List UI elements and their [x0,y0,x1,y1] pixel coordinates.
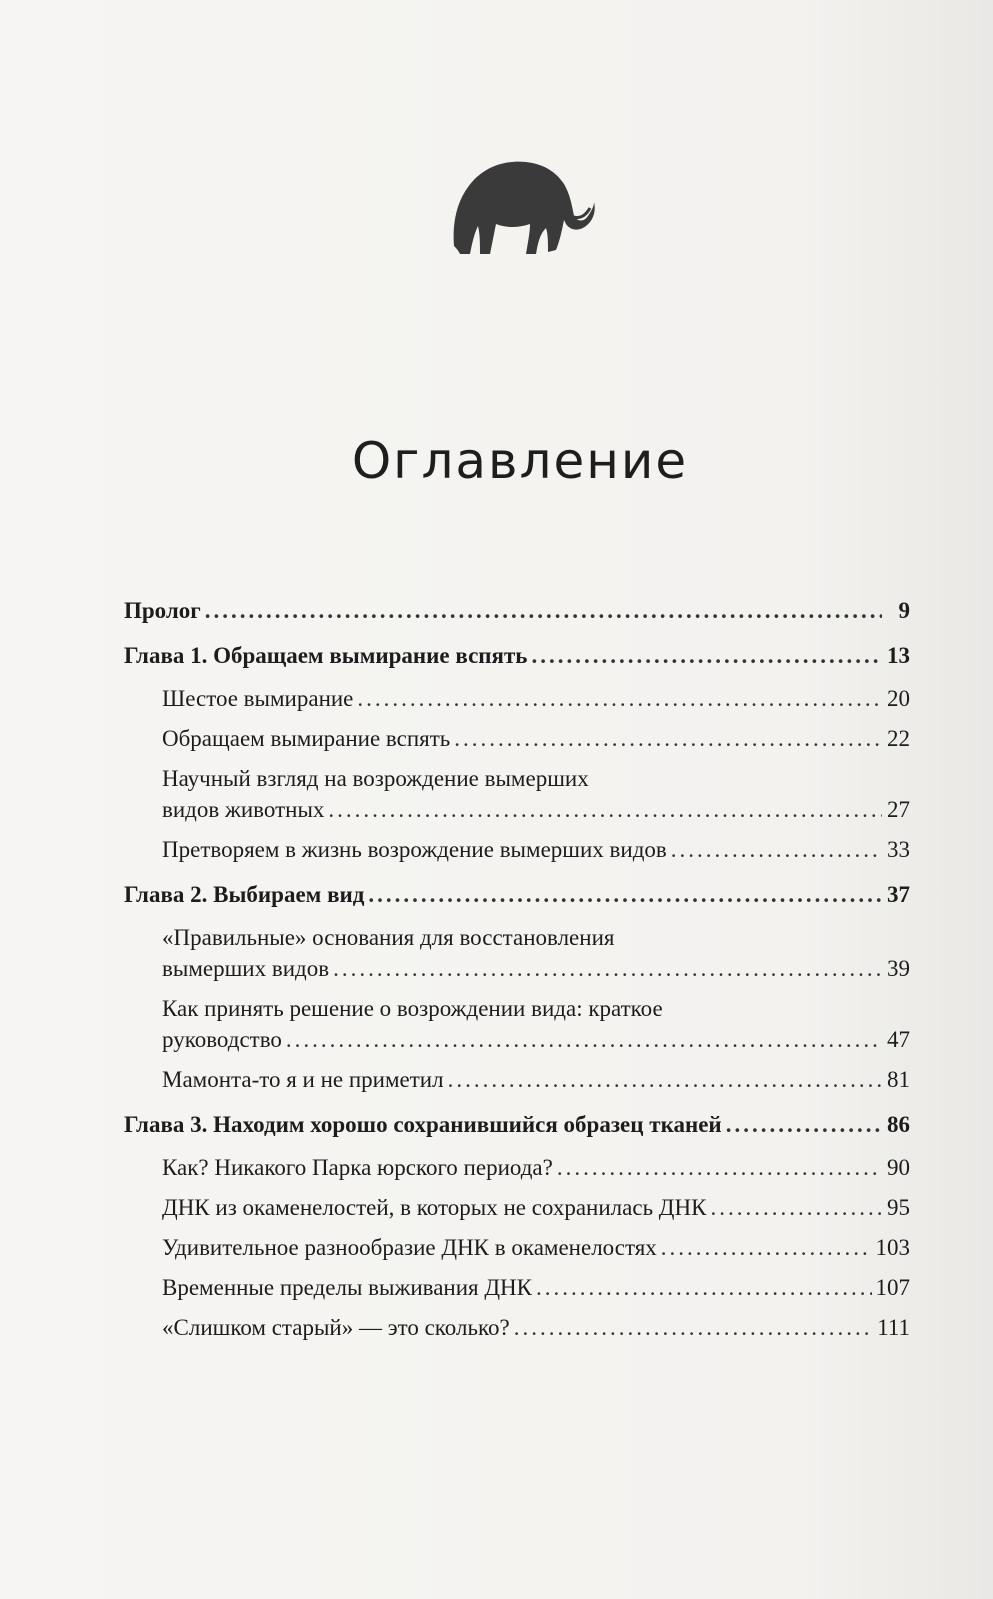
toc-entry-title: Обращаем вымирание вспять [162,726,451,751]
toc-entry-title: Глава 2. Выбираем вид [124,882,365,907]
leader-dots [671,834,882,865]
toc-entry-chapter-1 [124,640,910,671]
toc-entry-section [124,1312,910,1343]
toc-entry-section [124,763,910,825]
toc-entry-title-line: Научный взгляд на возрождение вымерших [162,766,589,791]
toc-page-number: 81 [887,1067,910,1092]
toc-entry-section [124,1192,910,1223]
toc-entry-section [124,723,910,754]
leader-dots [286,1024,882,1055]
toc-entry-section [124,1064,910,1095]
toc-page-number: 20 [887,686,910,711]
toc-page-number: 9 [898,598,910,623]
leader-dots [726,1109,882,1140]
toc-entry-title-line: «Правильные» основания для восстановления [162,925,615,950]
toc-entry-section [124,922,910,984]
toc-page-number: 37 [887,882,910,907]
toc-entry-title: Глава 1. Обращаем вымирание вспять [124,643,528,668]
toc-entry-title: Как? Никакого Парка юрского периода? [162,1155,553,1180]
toc-entry-title-line: Как принять решение о возрождении вида: краткое [162,996,663,1021]
toc-entry-title: Мамонта-то я и не приметил [162,1067,444,1092]
toc-entry-chapter-2 [124,879,910,910]
toc-entry-title: Глава 3. Находим хорошо сохранившийся образец тканей [124,1112,722,1137]
leader-dots [448,1064,882,1095]
toc-page-number: 86 [887,1112,910,1137]
toc-entry-title: видов животных [162,797,325,822]
leader-dots [368,879,882,910]
toc-entry-title: Пролог [124,598,201,623]
leader-dots [333,953,882,984]
toc-entry-title: руководство [162,1027,282,1052]
toc-page-number: 27 [887,797,910,822]
leader-dots [710,1192,882,1223]
leader-dots [205,595,882,626]
toc-entry-title: «Слишком старый» — это сколько? [162,1315,510,1340]
toc-page-number: 90 [887,1155,910,1180]
toc-page-number: 39 [887,956,910,981]
toc-entry-section [124,1152,910,1183]
toc-page-number: 33 [887,837,910,862]
toc-entry-prologue [124,595,910,626]
toc-entry-title: вымерших видов [162,956,330,981]
toc-entry-section [124,1232,910,1263]
toc-entry-section [124,1272,910,1303]
leader-dots [357,683,882,714]
leader-dots [531,640,882,671]
leader-dots [454,723,882,754]
mammoth-icon [448,150,596,266]
toc-entry-title: Временные пределы выживания ДНК [162,1275,533,1300]
toc-entry-chapter-3 [124,1109,910,1140]
toc-entry-title: Претворяем в жизнь возрождение вымерших видов [162,837,667,862]
leader-dots [536,1272,871,1303]
toc-entry-section [124,834,910,865]
leader-dots [514,1312,874,1343]
toc-entry-section [124,683,910,714]
leader-dots [661,1232,872,1263]
toc-entry-section [124,993,910,1055]
toc-page-number: 95 [887,1195,910,1220]
toc-page-number: 107 [875,1275,910,1300]
toc-page-number: 47 [887,1027,910,1052]
page-title: Оглавление [351,432,689,490]
leader-dots [557,1152,882,1183]
toc-page-number: 111 [877,1315,910,1340]
toc-page-number: 13 [887,643,910,668]
table-of-contents [124,595,910,1352]
leader-dots [328,794,882,825]
toc-page-number: 22 [887,726,910,751]
toc-entry-title: Удивительное разнообразие ДНК в окаменелостях [162,1235,657,1260]
toc-entry-title: ДНК из окаменелостей, в которых не сохранилась ДНК [162,1195,707,1220]
toc-page-number: 103 [875,1235,910,1260]
toc-entry-title: Шестое вымирание [162,686,354,711]
